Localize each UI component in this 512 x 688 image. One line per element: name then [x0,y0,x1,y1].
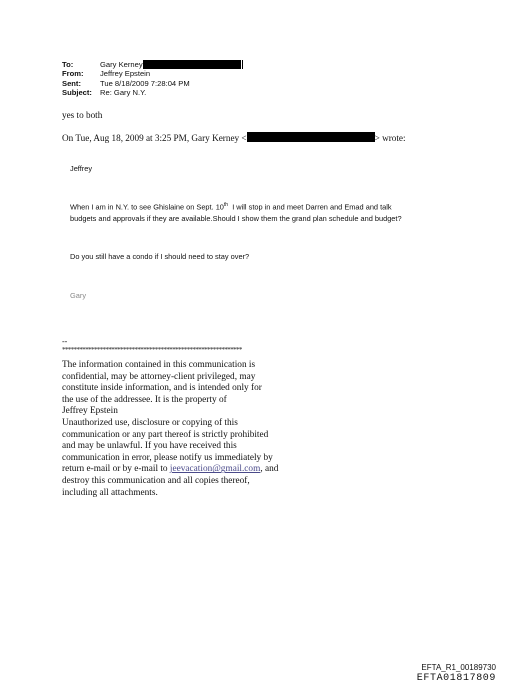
subject-row [62,88,243,97]
sent-row [62,79,243,88]
from-row [62,69,243,78]
email-header [62,60,243,98]
quoted-paragraph-1-line-2: budgets and approvals if they are available.Should I show them the grand plan schedule and budget? [70,213,402,223]
ordinal-suffix: th [223,202,229,208]
disclaimer-line: the use of the addressee. It is the property of [62,394,227,405]
subject-label: Subject: [62,88,92,98]
separator-dashes: -- [62,337,68,346]
subject-value: Re: Gary N.Y. [100,88,147,98]
email-link[interactable]: jeevacation@gmail.com [169,464,261,475]
quoted-text: When I am in N.Y. to see Ghislaine on Sept. 10 [70,202,224,212]
disclaimer-line: communication or any part thereof is strictly prohibited [62,429,269,440]
to-row [62,60,243,69]
confidentiality-disclaimer [62,360,362,499]
to-value: Gary Kerney [100,60,143,69]
disclaimer-line: and may be unlawful. If you have received this [62,441,237,452]
disclaimer-line: constitute inside information, and is intended only for [62,383,262,394]
from-label: From: [62,69,84,79]
quote-intro-prefix: On Tue, Aug 18, 2009 at 3:25 PM, Gary Kerney < [62,133,247,143]
disclaimer-line: Unauthorized use, disclosure or copying of this [62,417,238,428]
disclaimer-line: communication in error, please notify us immediately by [62,452,273,463]
quote-intro-suffix: > wrote: [374,133,406,143]
quoted-greeting: Jeffrey [70,164,93,173]
reply-text: yes to both [62,110,103,120]
separator-stars: ************************************************************** [62,346,242,354]
disclaimer-line: The information contained in this communication is [62,360,256,370]
disclaimer-line: confidential, may be attorney-client privileged, may [62,371,256,382]
sent-label: Sent: [62,78,81,88]
to-label: To: [62,60,74,69]
document-reference-1: EFTA_R1_00189730 [421,663,496,672]
disclaimer-line: Jeffrey Epstein [62,406,118,417]
disclaimer-line: including all attachments. [62,487,158,498]
disclaimer-line: destroy this communication and all copies thereof, [62,475,250,486]
disclaimer-text: return e-mail or by e-mail to [62,464,170,475]
redaction-edge [242,60,243,69]
from-value: Jeffrey Epstein [100,69,151,79]
redaction-bar [247,132,375,142]
quoted-paragraph-1 [70,200,402,224]
disclaimer-line [62,464,362,476]
quoted-paragraph-1-line-1 [70,200,402,213]
quote-intro [62,132,406,143]
quoted-paragraph-2: Do you still have a condo if I should need to stay over? [70,252,250,261]
quoted-text: I will stop in and meet Darren and Emad and talk [228,202,392,212]
document-reference-2: EFTA01817809 [416,673,496,684]
disclaimer-text: , and [260,464,279,475]
redaction-bar [143,60,241,69]
sent-value: Tue 8/18/2009 7:28:04 PM [100,78,190,88]
quoted-signoff: Gary [70,291,87,300]
